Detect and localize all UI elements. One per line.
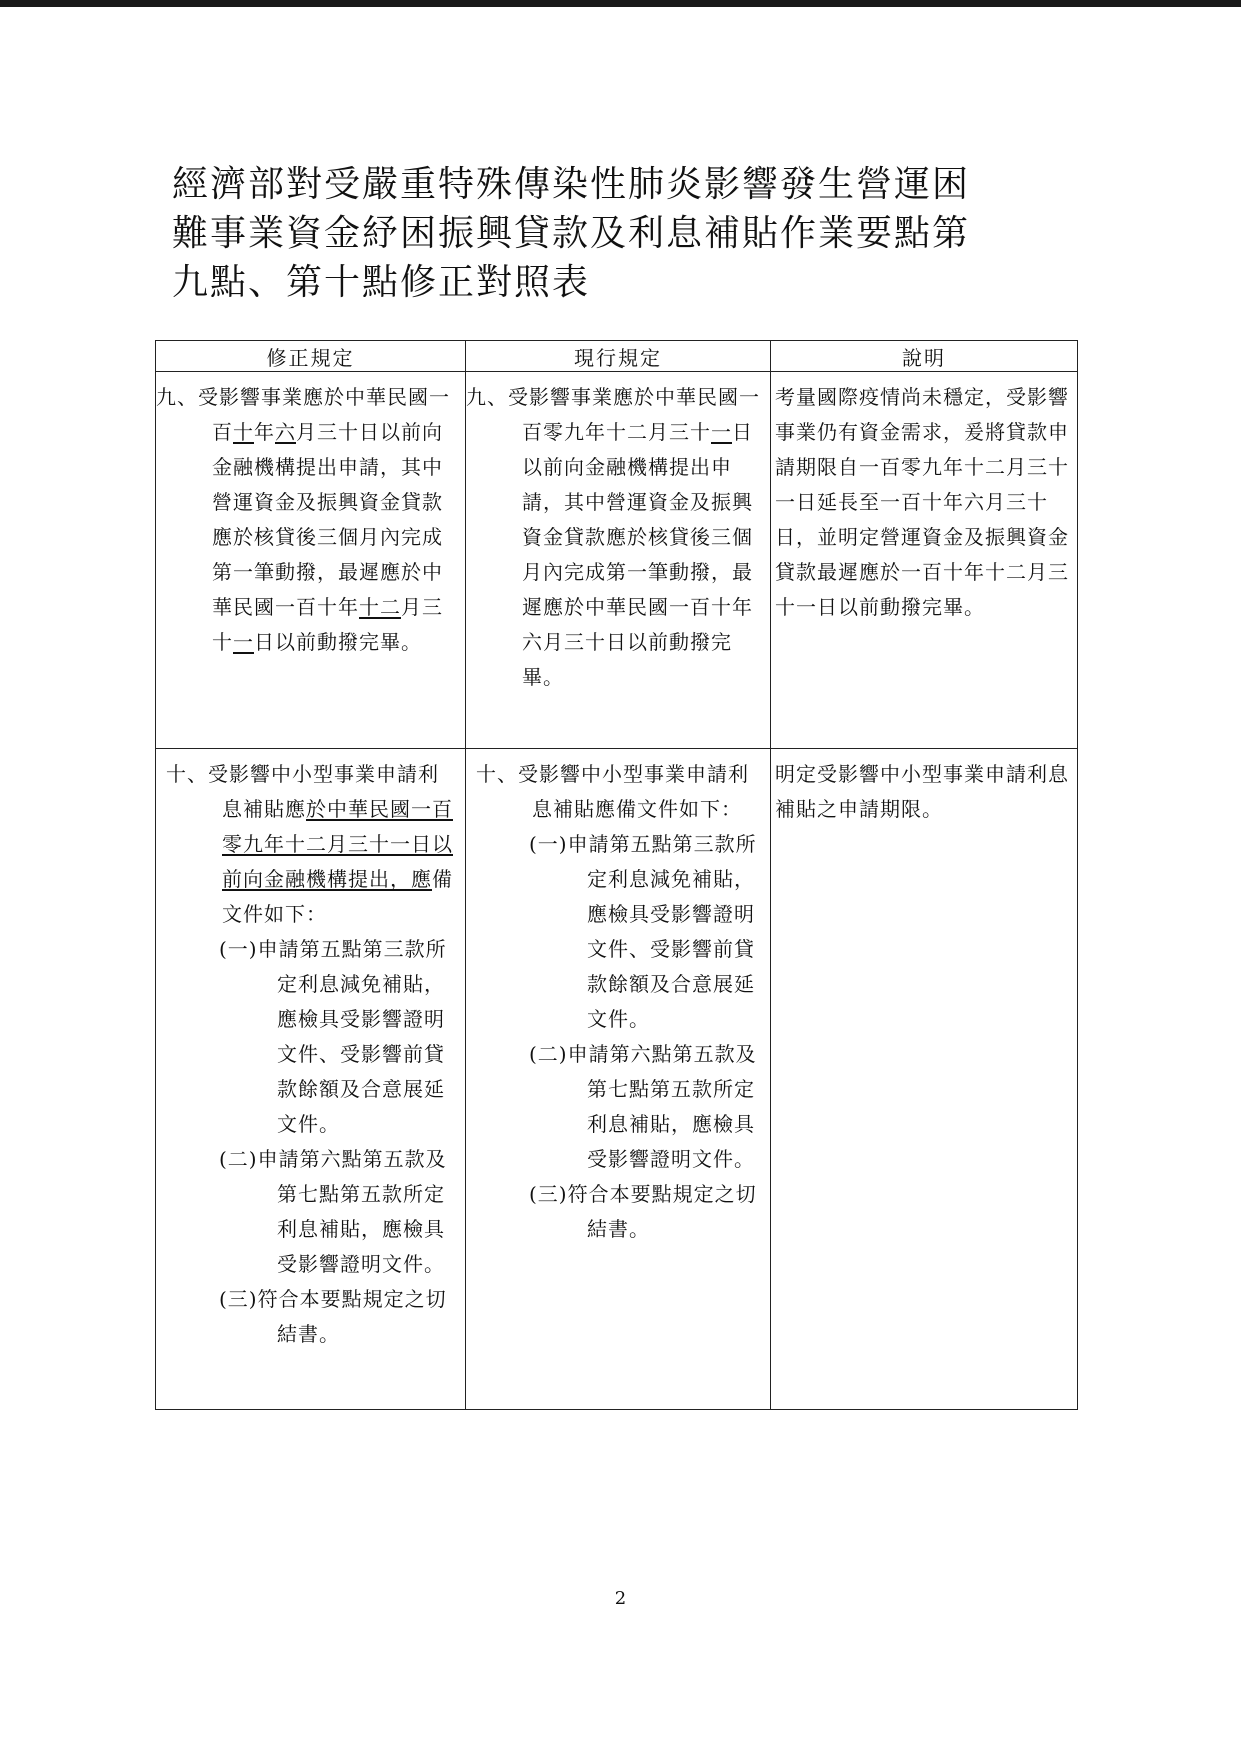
current-10-head: 十、受影響中小型事業申請利息補貼應備文件如下：	[476, 762, 749, 821]
cell-current-9	[466, 372, 771, 749]
table-header-row	[156, 341, 1078, 372]
page-number: 2	[614, 1588, 627, 1609]
document-title	[172, 160, 1052, 307]
title-line-2: 難事業資金紓困振興貸款及利息補貼作業要點第	[172, 213, 971, 254]
underlined-change: 十二	[359, 595, 401, 619]
text-segment: 九、受影響事業應於中華民國一百零九年十二月三十	[466, 385, 760, 444]
text-segment: 月三十	[212, 595, 443, 654]
amended-10-item-2: (二)申請第六點第五款及第七點第五款所定利息補貼，應檢具受影響證明文件。	[219, 1147, 447, 1276]
current-10-item-3: (三)符合本要點規定之切結書。	[529, 1182, 757, 1241]
header-amended: 修正規定	[156, 341, 466, 372]
text-segment: 九、受影響事業應於中華民國一百	[156, 385, 450, 444]
current-10-item-2: (二)申請第六點第五款及第七點第五款所定利息補貼，應檢具受影響證明文件。	[529, 1042, 757, 1171]
text-segment: 日以前向金融機構提出申請，其中營運資金及振興資金貸款應於核貸後三個月內完成第一筆動撥，最遲應於中華民國一百十年六月三十日以前動撥完畢。	[522, 420, 753, 689]
cell-amended-9	[156, 372, 466, 749]
current-10-item-1: (一)申請第五點第三款所定利息減免補貼，應檢具受影響證明文件、受影響前貸款餘額及合意展延文件。	[529, 832, 757, 1031]
cell-explanation-10	[771, 749, 1078, 1410]
amended-10-text	[156, 749, 465, 1358]
underlined-change: 六	[275, 420, 296, 444]
amended-10-item-3: (三)符合本要點規定之切結書。	[219, 1287, 447, 1346]
table-row-point-9	[156, 372, 1078, 749]
cell-amended-10	[156, 749, 466, 1410]
text-segment: 月三十日以前向金融機構提出申請，其中營運資金及振興資金貸款應於核貸後三個月內完成第一筆動撥，最遲應於中華民國一百十年	[212, 420, 443, 619]
table-row-point-10	[156, 749, 1078, 1410]
amended-10-item-1: (一)申請第五點第三款所定利息減免補貼，應檢具受影響證明文件、受影響前貸款餘額及合意展延文件。	[219, 937, 447, 1136]
header-current: 現行規定	[466, 341, 771, 372]
cell-explanation-9	[771, 372, 1078, 749]
cell-current-10	[466, 749, 771, 1410]
text-segment: 十、受影響中小型事業申請利息補貼應	[166, 762, 439, 821]
current-9-text	[466, 372, 770, 701]
underlined-change: 十	[233, 420, 254, 444]
text-segment: 備文件如下：	[222, 867, 453, 926]
underlined-change: 一	[233, 630, 254, 654]
text-segment: 日以前動撥完畢。	[254, 630, 422, 654]
current-10-text	[466, 749, 770, 1253]
title-line-1: 經濟部對受嚴重特殊傳染性肺炎影響發生營運困	[172, 164, 971, 205]
amended-10-head	[166, 757, 459, 932]
explanation-9-text: 考量國際疫情尚未穩定，受影響事業仍有資金需求，爰將貸款申請期限自一百零九年十二月三十一日延長至一百十年六月三十日，並明定營運資金及振興資金貸款最遲應於一百十年十二月三十一日以前動撥完畢。	[775, 385, 1069, 619]
underlined-change: 於中華民國一百零九年十二月三十一日以前向金融機構提出，應	[222, 797, 453, 891]
amended-9-text	[156, 372, 465, 666]
top-scan-border	[0, 0, 1241, 7]
header-explanation: 說明	[771, 341, 1078, 372]
text-segment: 年	[254, 420, 275, 444]
explanation-10-text: 明定受影響中小型事業申請利息補貼之申請期限。	[775, 762, 1069, 821]
title-line-3: 九點、第十點修正對照表	[172, 262, 591, 303]
underlined-change: 一	[711, 420, 732, 444]
comparison-table	[155, 340, 1078, 1410]
